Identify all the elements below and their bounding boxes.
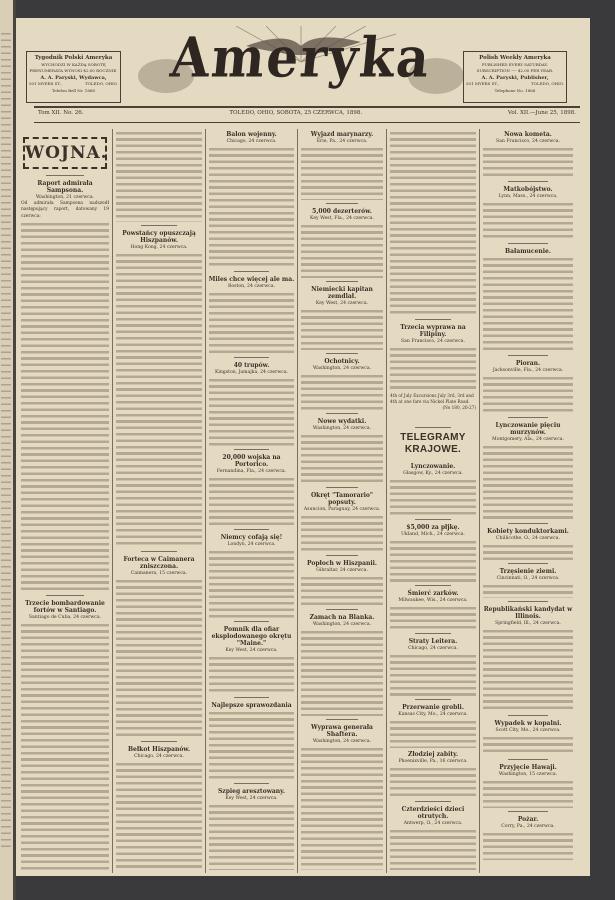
- separator: [234, 357, 269, 358]
- article-niemcy: [206, 529, 297, 621]
- article-shafter: [298, 719, 386, 873]
- article-dateline: Santiago de Cuba, 24 czerwca.: [28, 614, 102, 620]
- masthead-right-box: [463, 51, 567, 103]
- article-body: [483, 256, 573, 352]
- separator: [508, 355, 548, 356]
- article-title: Niemcy cofają się!: [220, 533, 283, 541]
- article-body: [209, 549, 294, 618]
- article-title: Pożar.: [517, 815, 539, 823]
- left-box-city: TOLEDO, OHIO.: [85, 81, 118, 86]
- article-dateline: Gibraltar, 24 czerwca.: [316, 567, 368, 573]
- article-title: Okręt "Tamorario" popsuty.: [310, 491, 374, 506]
- article-title: Czterdzieści dzieci otrutych.: [401, 805, 465, 820]
- separator: [508, 243, 548, 244]
- article-title: Wypadek w kopalni.: [494, 719, 562, 727]
- left-box-name: Tygodnik Polski Ameryka: [34, 55, 113, 61]
- separator: [508, 601, 548, 602]
- article-dateline: Ukland, Mich., 24 czerwca.: [401, 531, 465, 537]
- article-lead: Od admirała Sampsona nadszedł następujący raport, datowany 19 czerwca:: [21, 200, 109, 219]
- article-miles: [206, 271, 297, 357]
- article-body: [209, 655, 294, 694]
- article-title: Ochotnicy.: [324, 357, 360, 365]
- article-forteca: [113, 551, 205, 741]
- separator: [234, 697, 269, 698]
- article-dateline: San Francisco, 24 czerwca.: [496, 139, 560, 144]
- article-body: [209, 146, 294, 268]
- article-body: [390, 605, 476, 630]
- article-matkobojstwo: [480, 181, 576, 243]
- article-body: [483, 201, 573, 240]
- article-portorico: [206, 449, 297, 529]
- right-box-name: Polish Weekly Ameryka: [479, 55, 551, 61]
- article-title: Republikański kandydat w Illinois.: [483, 605, 573, 620]
- separator: [234, 449, 269, 450]
- article-title: Nowa kometa.: [504, 131, 552, 138]
- article-body: [209, 291, 294, 354]
- separator: [415, 699, 451, 700]
- article-body: [483, 146, 573, 178]
- article-body: [390, 130, 476, 316]
- separator: [326, 555, 358, 556]
- article-title: Kobiety konduktorkami.: [487, 527, 569, 535]
- separator: [326, 203, 358, 204]
- article-40-trupow: [206, 357, 297, 449]
- article-kandydat: [480, 601, 576, 715]
- article-continuation: [387, 129, 479, 319]
- left-box-line1: WYCHODZI W KAŻDĄ SOBOTĘ: [41, 61, 106, 67]
- article-title: Trzecie bombardowanie fortów w Santiago.: [25, 599, 105, 614]
- separator: [326, 609, 358, 610]
- article-zlodziej: [387, 751, 479, 801]
- article-body: [301, 514, 383, 552]
- article-pomnik-maine: [206, 621, 297, 697]
- article-balon: [206, 131, 297, 271]
- volume-english: Vol. XII.—June 25, 1898.: [507, 110, 576, 116]
- article-kometa: [480, 131, 576, 181]
- article-title: Wyprawa generała Shaftera.: [311, 723, 373, 738]
- separator: [326, 487, 358, 488]
- article-dateline: Chillicothe, O., 24 czerwca.: [496, 535, 560, 541]
- article-body: [483, 735, 573, 756]
- article-body: [483, 583, 573, 598]
- article-dateline: Erie, Pa., 24 czerwca.: [316, 139, 368, 144]
- article-title: Bałamucenie.: [505, 247, 551, 255]
- article-dateline: Washington, 24 czerwca.: [312, 738, 372, 744]
- article-lynczowanie-murzynow: [480, 417, 576, 523]
- separator: [234, 783, 269, 784]
- right-box-publisher: A. A. Paryski, Publisher,: [481, 74, 549, 81]
- article-dateline: Boston, 24 czerwca.: [228, 283, 275, 289]
- article-body: [483, 779, 573, 808]
- column-5: [387, 129, 479, 873]
- separator: [141, 225, 177, 226]
- article-body: [209, 710, 294, 780]
- article-body: [483, 831, 573, 860]
- article-body: [390, 828, 476, 870]
- separator: [415, 519, 451, 520]
- article-dateline: Key West, 24 czerwca.: [225, 795, 278, 801]
- article-body: [301, 575, 383, 606]
- article-dateline: Chicago, 24 czerwca.: [408, 645, 458, 651]
- column-6: [480, 129, 576, 873]
- article-body: [301, 308, 383, 350]
- article-body: [301, 746, 383, 870]
- separator: [415, 585, 451, 586]
- article-dateline: Washington, 24 czerwca.: [312, 425, 372, 431]
- right-box-line1: PUBLISHED EVERY SATURDAY.: [481, 61, 549, 67]
- article-body: [301, 223, 383, 278]
- separator: [415, 319, 451, 320]
- article-dateline: Chicago, 24 czerwca.: [134, 753, 184, 759]
- nickel-plate-ad: [387, 393, 479, 425]
- article-title: Przyjęcie Hawaji.: [499, 763, 557, 771]
- article-title: 40 trupów.: [233, 361, 270, 369]
- adjacent-page-text: [1, 30, 11, 850]
- article-title: $5,000 za płjkę.: [406, 523, 460, 531]
- article-dateline: Milwaukee, Wis., 24 czerwca.: [398, 597, 468, 603]
- article-dateline: Key West, Fla., 24 czerwca.: [310, 215, 374, 221]
- article-title: Niemiecki kapitan zemdlał.: [311, 285, 373, 300]
- article-dezerterzy: [298, 203, 386, 281]
- article-dateline: Springfield, Ill., 24 czerwca.: [495, 620, 561, 626]
- masthead-rule-bottom: [34, 122, 580, 123]
- article-wydatki: [298, 413, 386, 487]
- right-box-address: 501 MYERS ST.,: [466, 81, 499, 86]
- right-box-city: TOLEDO, OHIO.: [531, 81, 564, 86]
- article-body: [116, 252, 202, 548]
- section-telegramy: [387, 427, 479, 461]
- separator: [46, 175, 84, 176]
- separator: [46, 595, 84, 596]
- article-dateline: Fernandina, Fla., 24 czerwca.: [216, 468, 287, 474]
- article-body: [21, 622, 109, 870]
- article-dateline: Key West, 24 czerwca.: [225, 647, 278, 653]
- article-body: [209, 377, 294, 446]
- article-belkot: [113, 741, 205, 873]
- separator: [234, 529, 269, 530]
- article-title: Miles chce więcej ale ma.: [208, 275, 295, 283]
- article-dateline: Washington, 21 czerwca.: [35, 194, 95, 200]
- article-title: Matkobójstwo.: [503, 185, 553, 193]
- separator: [508, 563, 548, 564]
- article-title: Bełkot Hiszpanów.: [127, 745, 191, 753]
- ad-reference: (No 180, 26-27): [442, 405, 476, 410]
- article-dateline: Antwerp, O., 24 czerwca.: [403, 820, 463, 826]
- newspaper-page: [16, 18, 590, 876]
- article-body: [301, 146, 383, 200]
- article-dateline: Jacksonville, Fla., 24 czerwca.: [492, 367, 564, 373]
- article-dateline: San Francisco, 24 czerwca.: [401, 338, 465, 344]
- article-title: Lynczowanie pięciu murzynów.: [495, 421, 561, 436]
- left-box-line2: PRENUMERATA WYNOSI $2.00 ROCZNIE.: [29, 68, 118, 73]
- separator: [415, 633, 451, 634]
- article-title: Wyjazd marynarzy.: [310, 131, 374, 138]
- article-dateline: Glasgow, Ky., 24 czerwca.: [403, 471, 463, 476]
- article-okret: [298, 487, 386, 555]
- article-szpieg: [206, 783, 297, 873]
- article-body: [483, 543, 573, 560]
- article-body: [390, 653, 476, 696]
- article-title: Śmierć zarków.: [407, 589, 459, 597]
- article-body: [301, 629, 383, 716]
- separator: [415, 801, 451, 802]
- article-body: [116, 761, 202, 870]
- article-title: Złodziej zabity.: [407, 751, 459, 758]
- article-dateline: Corry, Pa., 24 czerwca.: [501, 823, 555, 829]
- article-title: Pomnik dla ofiar eksplodowanego okrętu "Maine.": [211, 625, 292, 647]
- separator: [234, 621, 269, 622]
- article-dateline: Hong Kong, 24 czerwca.: [130, 244, 188, 250]
- article-pozar: [480, 811, 576, 863]
- article-konduktorki: [480, 523, 576, 563]
- article-dateline: Asuncion, Paraguay, 24 czerwca.: [303, 506, 381, 512]
- article-dateline: Washington, 24 czerwca.: [312, 365, 372, 371]
- article-dateline: Washington, 24 czerwca.: [312, 621, 372, 627]
- article-title: Trzecia wyprawa na Filipiny.: [400, 323, 466, 338]
- article-sprawozdania: [206, 697, 297, 783]
- separator: [508, 811, 548, 812]
- article-poploch: [298, 555, 386, 609]
- article-kopalnia: [480, 715, 576, 759]
- article-bombardowanie: [18, 595, 112, 873]
- left-box-publisher: A. A. Paryski, Wydawca,: [40, 74, 107, 81]
- volume-polish: Tom XII. No. 26.: [38, 110, 84, 116]
- article-title: Trzęsienie ziemi.: [499, 567, 557, 575]
- separator: [508, 523, 548, 524]
- separator: [326, 719, 358, 720]
- masthead-title: [136, 26, 466, 98]
- article-title: Straty Leitera.: [408, 637, 458, 645]
- article-powstancy: [113, 225, 205, 551]
- war-banner: WOJNA.: [23, 137, 107, 169]
- article-dateline: Montgomery, Ala., 24 czerwca.: [492, 436, 564, 442]
- article-raport-sampsona: [18, 129, 112, 595]
- column-4: [298, 129, 386, 873]
- article-body: [116, 578, 202, 738]
- separator: [415, 427, 451, 428]
- article-body: [390, 719, 476, 748]
- article-body: [209, 803, 294, 870]
- masthead-rule-top: [34, 106, 580, 108]
- article-body: [390, 539, 476, 582]
- article-smierc: [387, 585, 479, 633]
- article-body: [116, 130, 202, 222]
- separator: [141, 551, 177, 552]
- separator: [326, 353, 358, 354]
- separator: [508, 759, 548, 760]
- article-grobla: [387, 699, 479, 751]
- article-title: Najlepsze sprawozdania: [211, 701, 292, 709]
- separator: [508, 715, 548, 716]
- separator: [508, 417, 548, 418]
- section-heading: TELEGRAMY KRAJOWE.: [400, 431, 466, 455]
- separator: [141, 741, 177, 742]
- article-pioran: [480, 355, 576, 417]
- article-trzesienie: [480, 563, 576, 601]
- article-body: [390, 478, 476, 516]
- article-title: Raport admirała Sampsona.: [37, 179, 93, 194]
- article-dateline: Kingston, Jamajka, 24 czerwca.: [214, 369, 289, 375]
- article-title: Lynczowanie.: [410, 463, 456, 470]
- article-title: 20,000 wojska na Portorico.: [222, 453, 281, 468]
- ad-text: 4th of July Excursions July 3rd, 3rd and 4th at one fare via Nickel Plate Road.: [390, 393, 474, 404]
- article-continuation: [113, 129, 205, 225]
- article-hawaje: [480, 759, 576, 811]
- adjacent-page-edge: [0, 0, 13, 900]
- article-body: [209, 476, 294, 526]
- article-dateline: Key West, 24 czerwca.: [315, 300, 369, 306]
- article-filipiny: [387, 319, 479, 393]
- article-dateline: Cincinnati, O., 24 czerwca.: [496, 575, 560, 581]
- article-body: [483, 628, 573, 712]
- article-body: [390, 346, 476, 390]
- column-3: [206, 129, 297, 873]
- article-dateline: Washington, 15 czerwca.: [498, 771, 558, 777]
- issue-dateline: [38, 110, 576, 116]
- separator: [508, 181, 548, 182]
- separator: [326, 413, 358, 414]
- article-dateline: Caimanera, 15 czerwca.: [130, 570, 188, 576]
- right-box-line2: SUBSCRIPTION ---- $2.00 PER YEAR.: [476, 68, 554, 73]
- article-title: Pioran.: [515, 359, 541, 367]
- article-title: Nowe wydatki.: [317, 417, 367, 425]
- masthead-title-text: Ameryka: [167, 25, 435, 90]
- article-title: Balon wojenny.: [226, 131, 277, 138]
- article-dzieci: [387, 801, 479, 873]
- article-body: [301, 373, 383, 410]
- column-2: [113, 129, 205, 873]
- article-dateline: Phoenixville, Pa., 16 czerwca.: [398, 759, 468, 764]
- article-title: 5,000 dezerterów.: [312, 207, 372, 215]
- article-dateline: Kansas City, Mo., 24 czerwca.: [398, 711, 468, 717]
- article-title: Popłoch w Hiszpanii.: [306, 559, 378, 567]
- column-1: [18, 129, 112, 873]
- place-date: TOLEDO, OHIO, SOBOTA, 25 CZERWCA, 1898.: [229, 110, 363, 116]
- article-body: [21, 221, 109, 592]
- article-5000: [387, 519, 479, 585]
- article-leiter: [387, 633, 479, 699]
- article-balamucenie: [480, 243, 576, 355]
- article-ochotnicy: [298, 353, 386, 413]
- article-body: [301, 433, 383, 484]
- article-title: Zamach na Blanka.: [309, 613, 375, 621]
- article-dateline: Londyn, 24 czerwca.: [227, 541, 276, 547]
- separator: [326, 281, 358, 282]
- right-box-phone: Telephone No. 1868: [494, 87, 536, 93]
- article-zamach: [298, 609, 386, 719]
- article-body: [483, 375, 573, 414]
- article-title: Szpieg aresztowany.: [217, 787, 286, 795]
- article-title: Forteca w Caimanera zniszczona.: [123, 555, 195, 570]
- article-title: Powstańcy opuszczają Hiszpanów.: [122, 229, 196, 244]
- left-box-address: 501 MYERS ST.,: [29, 81, 62, 86]
- article-body: [390, 766, 476, 798]
- article-wyjazd: [298, 131, 386, 203]
- article-dateline: Chicago, 24 czerwca.: [226, 139, 277, 144]
- masthead-left-box: [26, 51, 121, 103]
- left-box-phone: Telefon Bell Nr. 1868: [52, 87, 95, 93]
- article-kapitan: [298, 281, 386, 353]
- article-dateline: Lynn, Mass., 24 czerwca.: [498, 193, 558, 199]
- separator: [234, 271, 269, 272]
- article-dateline: Scott City, Mo., 24 czerwca.: [495, 727, 561, 733]
- article-title: Przerwanie grobli.: [402, 703, 464, 711]
- article-body: [483, 444, 573, 520]
- article-lynczowanie: [387, 463, 479, 519]
